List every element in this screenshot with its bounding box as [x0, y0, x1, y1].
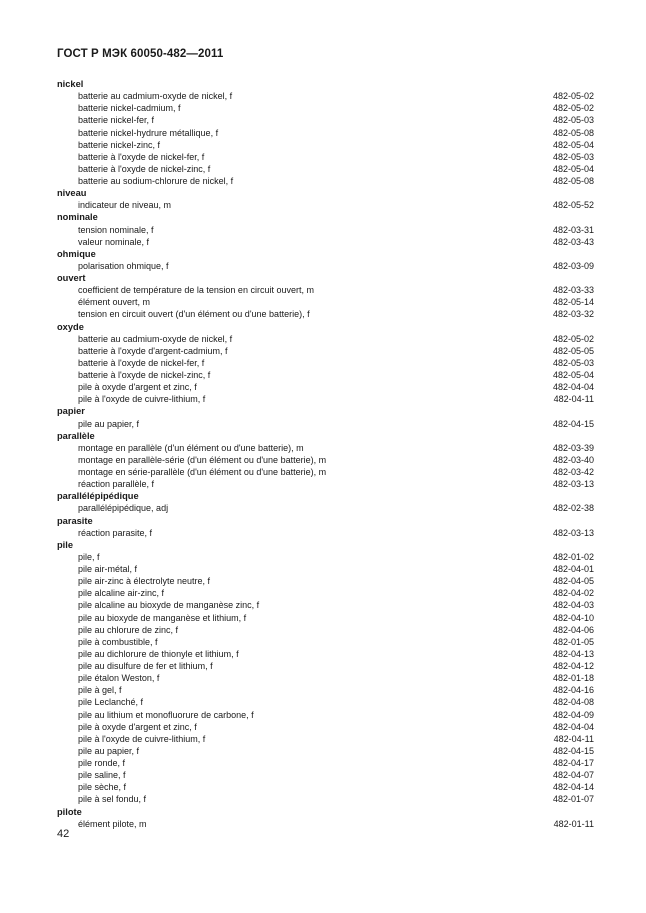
entry-text: batterie nickel-cadmium, f — [78, 103, 181, 114]
entry-code: 482-03-43 — [552, 236, 594, 247]
index-term: ouvert — [57, 273, 86, 283]
entry-text: batterie au cadmium-oxyde de nickel, f — [78, 333, 233, 344]
index-entry — [57, 575, 594, 587]
index-entry — [57, 793, 594, 805]
entry-code: 482-04-03 — [552, 600, 594, 611]
document-header: ГОСТ Р МЭК 60050-482—2011 — [57, 48, 224, 60]
entry-text: montage en série-parallèle (d'un élément ou d'une batterie), m — [78, 467, 327, 477]
index-entry — [57, 672, 594, 684]
index-entry — [57, 721, 594, 733]
entry-text: pile au disulfure de fer et lithium, f — [78, 661, 213, 671]
index-entry — [57, 139, 594, 151]
entry-text: pile à l'oxyde de cuivre-lithium, f — [78, 394, 206, 405]
entry-text: batterie au cadmium-oxyde de nickel, f — [78, 91, 233, 102]
index-entry — [57, 818, 594, 830]
entry-code: 482-05-03 — [552, 115, 594, 126]
index-entry — [57, 236, 594, 248]
entry-text: batterie nickel-fer, f — [78, 115, 155, 126]
entry-code: 482-03-13 — [552, 479, 594, 490]
index-entry — [57, 381, 594, 393]
entry-text: pile au dichlorure de thionyle et lithium, f — [78, 648, 239, 659]
entry-code: 482-05-03 — [552, 357, 594, 368]
entry-code: 482-05-02 — [552, 91, 594, 102]
entry-text: pile à oxyde d'argent et zinc, f — [78, 721, 197, 732]
index-entry — [57, 599, 594, 611]
entry-code: 482-04-08 — [552, 697, 594, 708]
index-entry — [57, 90, 594, 102]
entry-code: 482-05-08 — [552, 127, 594, 138]
index-term: oxyde — [57, 321, 84, 332]
term-index — [57, 78, 594, 830]
index-term: parallélépipédique — [57, 491, 139, 502]
index-entry — [57, 357, 594, 369]
entry-text: batterie à l'oxyde d'argent-cadmium, f — [78, 345, 228, 356]
index-entry — [57, 551, 594, 563]
entry-code: 482-02-38 — [552, 503, 594, 514]
index-entry — [57, 127, 594, 139]
entry-text: réaction parallèle, f — [78, 479, 155, 490]
entry-text: batterie au sodium-chlorure de nickel, f — [78, 176, 234, 186]
entry-text: pile au papier, f — [78, 418, 140, 429]
entry-code: 482-01-07 — [552, 794, 594, 805]
page-number: 42 — [57, 828, 70, 840]
entry-text: pile au papier, f — [78, 745, 140, 756]
entry-text: pile à gel, f — [78, 685, 122, 696]
entry-code: 482-01-11 — [553, 818, 594, 829]
entry-text: pile à combustible, f — [78, 636, 158, 647]
entry-code: 482-04-14 — [552, 782, 594, 793]
entry-code: 482-05-02 — [552, 333, 594, 344]
entry-text: pile au lithium et monofluorure de carbone, f — [78, 709, 254, 720]
entry-text: parallélépipédique, adj — [78, 503, 169, 514]
entry-text: pile ronde, f — [78, 758, 126, 768]
entry-code: 482-05-02 — [552, 103, 594, 114]
entry-text: montage en parallèle (d'un élément ou d'une batterie), m — [78, 442, 304, 453]
index-entry — [57, 284, 594, 296]
index-entry — [57, 563, 594, 575]
index-entry — [57, 478, 594, 490]
entry-text: indicateur de niveau, m — [78, 200, 172, 211]
entry-code: 482-04-11 — [553, 733, 594, 744]
entry-code: 482-04-16 — [552, 685, 594, 696]
index-entry — [57, 224, 594, 236]
entry-text: pile étalon Weston, f — [78, 673, 160, 684]
index-entry — [57, 393, 594, 405]
index-entry — [57, 527, 594, 539]
index-term: parasite — [57, 515, 93, 526]
index-entry — [57, 624, 594, 636]
entry-code: 482-05-03 — [552, 151, 594, 162]
entry-text: tension nominale, f — [78, 224, 154, 235]
index-entry — [57, 769, 594, 781]
index-entry — [57, 684, 594, 696]
entry-text: réaction parasite, f — [78, 527, 153, 538]
index-entry — [57, 418, 594, 430]
entry-text: tension en circuit ouvert (d'un élément ou d'une batterie), f — [78, 309, 310, 320]
index-term: niveau — [57, 188, 87, 199]
index-entry — [57, 502, 594, 514]
entry-code: 482-03-33 — [552, 285, 594, 296]
entry-code: 482-03-32 — [552, 309, 594, 320]
entry-code: 482-04-11 — [553, 394, 594, 405]
index-term: nickel — [57, 79, 84, 89]
entry-text: pile à l'oxyde de cuivre-lithium, f — [78, 733, 206, 744]
entry-text: valeur nominale, f — [78, 236, 150, 247]
entry-code: 482-04-01 — [552, 564, 594, 574]
entry-code: 482-03-09 — [552, 260, 594, 271]
entry-text: batterie à l'oxyde de nickel-zinc, f — [78, 370, 211, 380]
index-entry — [57, 612, 594, 624]
entry-code: 482-03-31 — [552, 224, 594, 235]
index-entry — [57, 151, 594, 163]
index-entry — [57, 199, 594, 211]
entry-code: 482-05-14 — [552, 297, 594, 308]
index-entry — [57, 369, 594, 381]
entry-text: pile au bioxyde de manganèse et lithium, f — [78, 612, 247, 623]
entry-text: pile sèche, f — [78, 782, 127, 793]
index-entry — [57, 587, 594, 599]
entry-code: 482-01-02 — [552, 551, 594, 562]
entry-text: batterie nickel-zinc, f — [78, 139, 161, 150]
index-entry — [57, 296, 594, 308]
entry-code: 482-04-09 — [552, 709, 594, 720]
entry-code: 482-04-12 — [552, 661, 594, 671]
index-entry — [57, 345, 594, 357]
index-term: parallèle — [57, 430, 95, 441]
index-entry — [57, 636, 594, 648]
index-entry — [57, 696, 594, 708]
index-entry — [57, 709, 594, 721]
entry-code: 482-03-40 — [552, 454, 594, 465]
entry-text: pile à oxyde d'argent et zinc, f — [78, 382, 197, 393]
index-entry — [57, 648, 594, 660]
index-entry — [57, 442, 594, 454]
entry-text: pile Leclanché, f — [78, 697, 144, 708]
index-entry — [57, 660, 594, 672]
entry-code: 482-04-10 — [552, 612, 594, 623]
entry-code: 482-04-15 — [552, 418, 594, 429]
entry-text: montage en parallèle-série (d'un élément ou d'une batterie), m — [78, 454, 327, 465]
index-entry — [57, 454, 594, 466]
entry-text: élément pilote, m — [78, 818, 147, 829]
entry-code: 482-04-06 — [552, 624, 594, 635]
entry-text: élément ouvert, m — [78, 297, 151, 308]
entry-code: 482-01-05 — [552, 636, 594, 647]
entry-text: pile, f — [78, 551, 100, 562]
index-entry — [57, 308, 594, 320]
entry-code: 482-05-52 — [552, 200, 594, 211]
entry-code: 482-04-04 — [552, 382, 594, 393]
entry-code: 482-04-04 — [552, 721, 594, 732]
entry-code: 482-04-17 — [552, 758, 594, 768]
index-entry — [57, 781, 594, 793]
entry-text: coefficient de température de la tension en circuit ouvert, m — [78, 285, 314, 296]
entry-text: polarisation ohmique, f — [78, 260, 169, 271]
index-entry — [57, 260, 594, 272]
entry-text: pile saline, f — [78, 770, 126, 781]
entry-text: pile air-métal, f — [78, 564, 138, 574]
entry-code: 482-01-18 — [552, 673, 594, 684]
entry-code: 482-05-05 — [552, 345, 594, 356]
entry-code: 482-04-07 — [552, 770, 594, 781]
entry-text: pile alcaline au bioxyde de manganèse zinc, f — [78, 600, 260, 611]
entry-code: 482-05-04 — [552, 139, 594, 150]
index-entry — [57, 175, 594, 187]
index-term: papier — [57, 406, 85, 417]
entry-text: batterie à l'oxyde de nickel-fer, f — [78, 357, 205, 368]
index-term: pile — [57, 539, 74, 550]
entry-code: 482-05-04 — [552, 163, 594, 174]
entry-text: batterie à l'oxyde de nickel-zinc, f — [78, 163, 211, 174]
entry-code: 482-04-02 — [552, 588, 594, 599]
entry-code: 482-05-04 — [552, 370, 594, 380]
entry-text: pile alcaline air-zinc, f — [78, 588, 165, 599]
entry-code: 482-03-42 — [552, 467, 594, 477]
entry-text: batterie à l'oxyde de nickel-fer, f — [78, 151, 205, 162]
entry-code: 482-03-13 — [552, 527, 594, 538]
index-term: nominale — [57, 212, 98, 223]
entry-text: pile air-zinc à électrolyte neutre, f — [78, 576, 211, 587]
index-term: pilote — [57, 806, 82, 817]
index-entry — [57, 733, 594, 745]
entry-text: batterie nickel-hydrure métallique, f — [78, 127, 219, 138]
entry-code: 482-04-05 — [552, 576, 594, 587]
index-entry — [57, 466, 594, 478]
entry-text: pile à sel fondu, f — [78, 794, 147, 805]
index-entry — [57, 757, 594, 769]
index-term: ohmique — [57, 248, 96, 259]
entry-code: 482-04-15 — [552, 745, 594, 756]
index-entry — [57, 163, 594, 175]
entry-code: 482-05-08 — [552, 176, 594, 186]
index-entry — [57, 745, 594, 757]
entry-text: pile au chlorure de zinc, f — [78, 624, 179, 635]
entry-code: 482-03-39 — [552, 442, 594, 453]
index-entry — [57, 333, 594, 345]
entry-code: 482-04-13 — [552, 648, 594, 659]
index-entry — [57, 114, 594, 126]
index-entry — [57, 102, 594, 114]
